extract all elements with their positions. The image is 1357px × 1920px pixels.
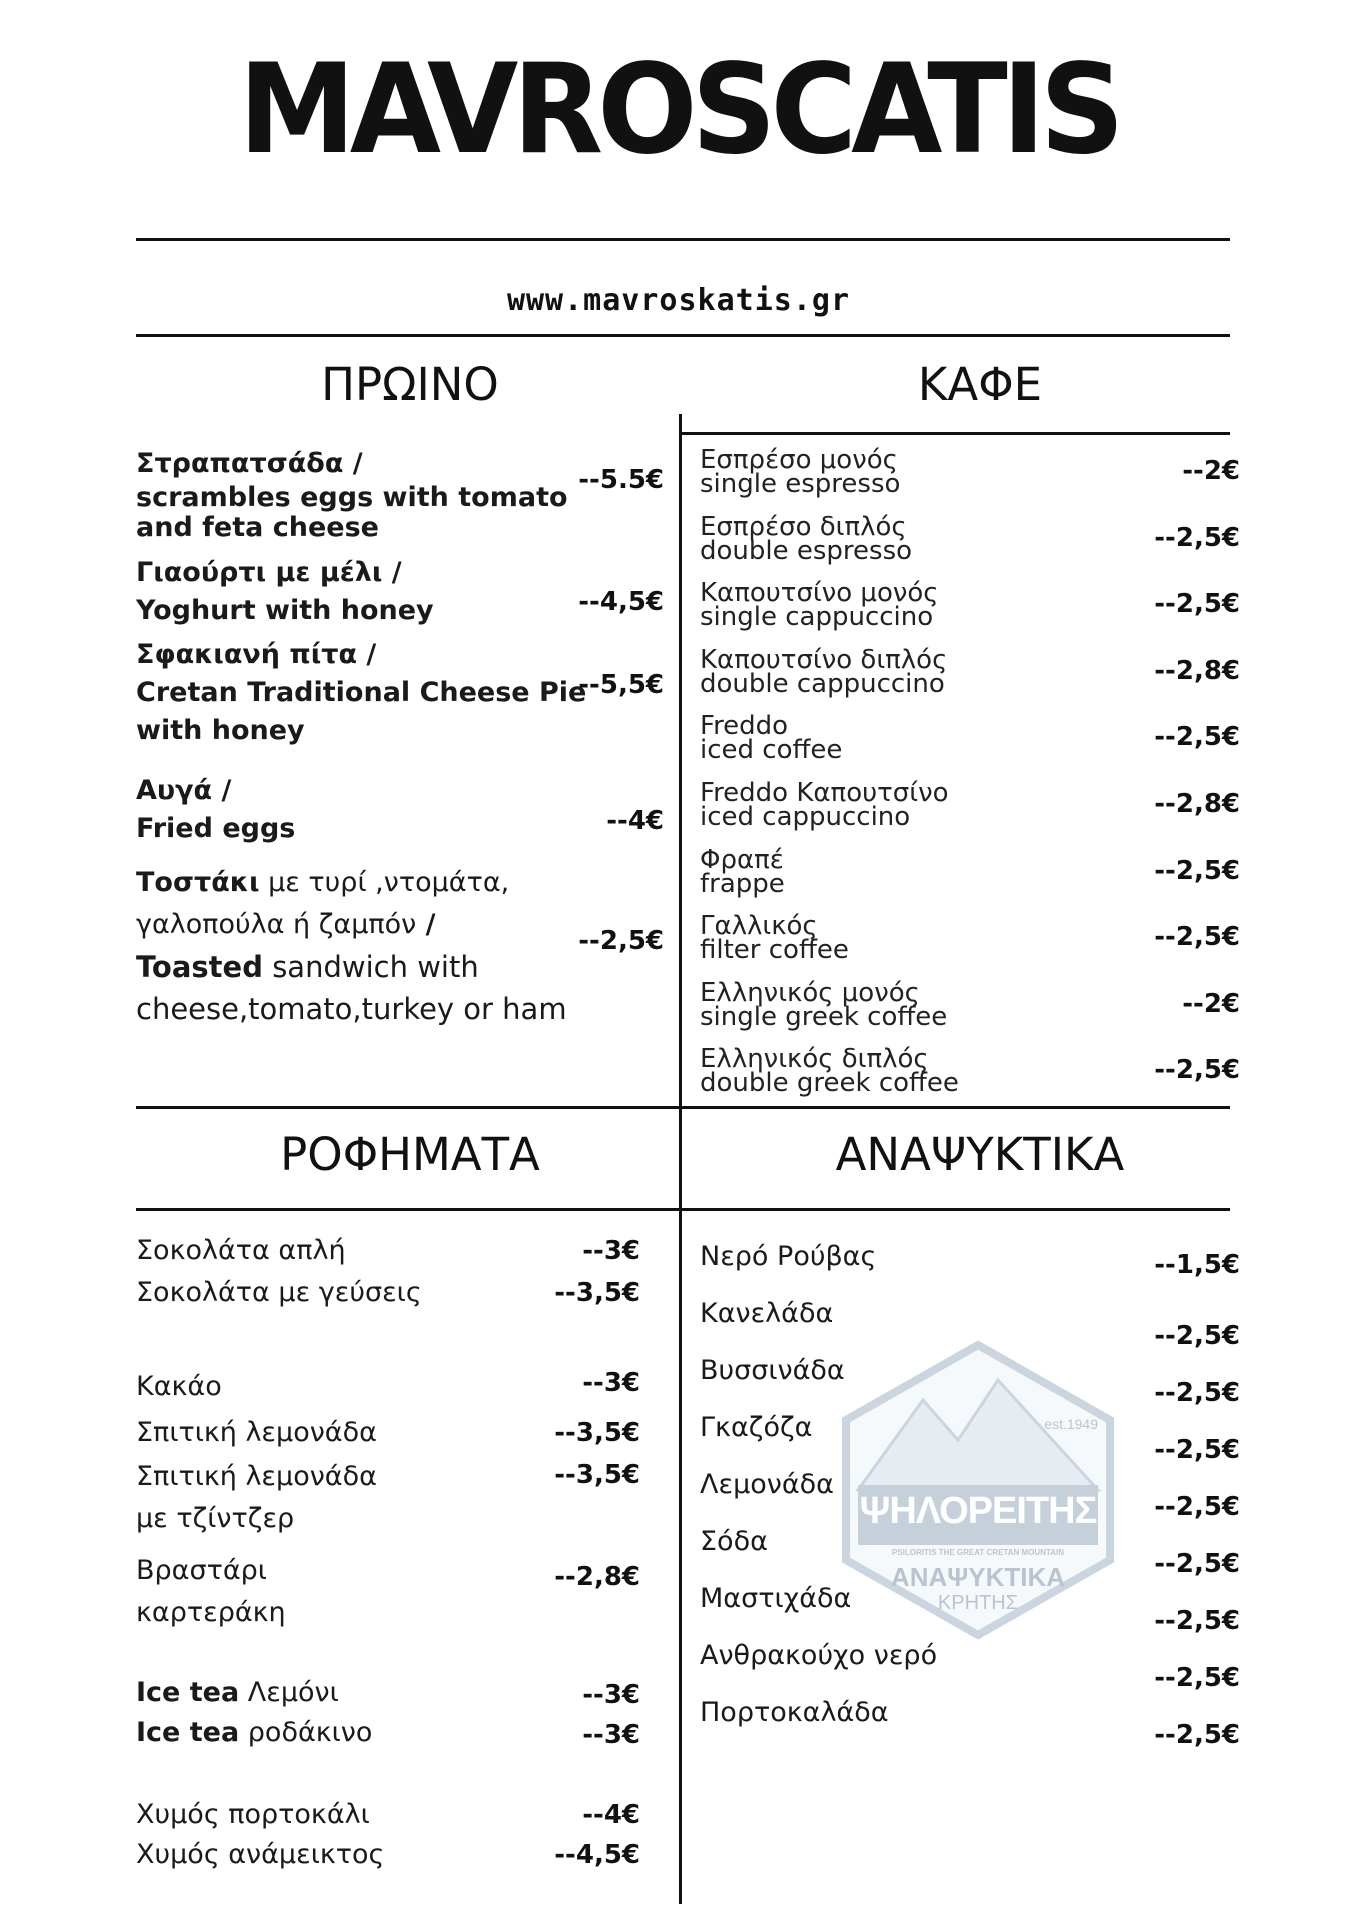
item-price: --5,5€ (578, 670, 664, 700)
list-item (700, 711, 843, 766)
list-item: Σπιτική λεμονάδα με τζίντζερ (136, 1461, 377, 1534)
list-item: Ice tea ροδάκινο (136, 1717, 373, 1748)
item-price: --2,5€ (1154, 855, 1240, 886)
item-name-en: double espresso (700, 535, 913, 566)
item-price: --1,5€ (1154, 1250, 1240, 1280)
divider-lower (136, 1208, 1230, 1211)
item-price: --2,5€ (1154, 1663, 1240, 1693)
section-title-proino: ΠΡΩΙΝΟ (321, 358, 499, 411)
divider-top (136, 238, 1230, 241)
list-item: Μαστιχάδα (700, 1583, 852, 1614)
list-item: Τοστάκι με τυρί ,ντομάτα, γαλοπούλα ή ζαμπόν / Toasted sandwich with cheese,tomato,turkey or ham (136, 867, 567, 1026)
list-item: Σόδα (700, 1526, 768, 1557)
item-name-gr: Ελληνικός μονός (700, 977, 920, 1008)
watermark-brand: ΨΗΛΟΡΕΙΤΗΣ (859, 1490, 1097, 1532)
item-name-en: iced coffee (700, 735, 843, 766)
item-price: --2,5€ (1154, 1435, 1240, 1465)
item-price: --3€ (582, 1236, 640, 1266)
item-name-en: frappe (700, 868, 785, 899)
item-price: --2,5€ (1154, 1549, 1240, 1579)
item-price: --2,5€ (578, 926, 664, 956)
list-item: Ανθρακούχο νερό (700, 1640, 938, 1671)
item-price: --2,5€ (1154, 1378, 1240, 1408)
item-name-en: filter coffee (700, 935, 849, 966)
item-name-gr: Ελληνικός διπλός (700, 1044, 929, 1075)
item-name-gr: Freddo (700, 711, 789, 742)
list-item (700, 778, 949, 832)
list-item (700, 511, 913, 566)
item-price: --3€ (582, 1680, 640, 1710)
item-price: --2,8€ (554, 1562, 640, 1592)
item-price: --4,5€ (554, 1840, 640, 1870)
list-item: Ice tea Λεμόνι (136, 1677, 339, 1708)
list-item: Γιαούρτι με μέλι / Yoghurt with honey (136, 557, 434, 626)
item-price: --2,5€ (1154, 1720, 1240, 1750)
list-item: Νερό Ρούβας (700, 1241, 877, 1272)
brand-logo: MAVROSCATIS (238, 36, 1119, 182)
list-item: Χυμός ανάμεικτος (136, 1839, 385, 1870)
item-price: --3€ (582, 1368, 640, 1398)
item-name-gr: Καπουτσίνο διπλός (700, 644, 948, 675)
watermark-line1: ΑΝΑΨΥΚΤΙΚΑ (890, 1562, 1066, 1592)
watermark-est: est.1949 (1044, 1416, 1098, 1432)
item-price: --2,5€ (1154, 1492, 1240, 1522)
item-name-gr: Γαλλικός (700, 911, 818, 942)
list-item: Σοκολάτα απλή (136, 1235, 346, 1266)
item-name-gr: Εσπρέσο διπλός (700, 511, 907, 542)
item-price: --5.5€ (578, 465, 664, 495)
list-item: Σφακιανή πίτα / Cretan Traditional Cheese Pie with honey (136, 639, 587, 746)
list-item (700, 644, 948, 699)
item-price: --2,5€ (1154, 522, 1240, 553)
item-price: --4,5€ (578, 587, 664, 617)
item-price: --2,8€ (1154, 789, 1240, 819)
item-price: --2,8€ (1154, 655, 1240, 686)
list-item (700, 977, 948, 1032)
list-item: Κανελάδα (700, 1298, 834, 1329)
list-item: Σοκολάτα με γεύσεις (136, 1277, 422, 1308)
list-item: Στραπατσάδα / scrambles eggs with tomato and feta cheese (136, 448, 568, 543)
divider-url (136, 334, 1230, 337)
list-item (700, 578, 939, 633)
item-price: --2,5€ (1154, 1321, 1240, 1351)
list-item: Λεμονάδα (700, 1469, 834, 1500)
list-item: Χυμός πορτοκάλι (136, 1799, 370, 1830)
watermark-line2: ΚΡΗΤΗΣ (937, 1592, 1019, 1614)
item-name-gr: Freddo Καπουτσίνο (700, 778, 949, 808)
divider-middle (136, 1106, 1230, 1109)
list-item (700, 844, 785, 899)
item-price: --3,5€ (554, 1278, 640, 1308)
list-item: Σπιτική λεμονάδα (136, 1417, 377, 1448)
section-title-kafe: ΚΑΦΕ (917, 358, 1043, 411)
item-price: --2,5€ (1154, 722, 1240, 753)
list-item: Πορτοκαλάδα (700, 1697, 889, 1728)
item-name-en: single cappuccino (700, 602, 934, 633)
watermark-tagline: PSILORITIS THE GREAT CRETAN MOUNTAIN (892, 1548, 1064, 1557)
item-price: --4€ (606, 806, 664, 836)
list-item: Γκαζόζα (700, 1412, 813, 1443)
item-price: --2,5€ (1154, 922, 1240, 953)
divider-vertical (679, 414, 682, 1904)
divider-kafe (680, 432, 1230, 435)
item-price: --2,5€ (1154, 1055, 1240, 1086)
item-name-en: single greek coffee (700, 1001, 948, 1032)
list-item: Αυγά / Fried eggs (136, 775, 296, 844)
item-name-en: double greek coffee (700, 1068, 959, 1099)
section-title-anapsyktika: ΑΝΑΨΥΚΤΙΚΑ (835, 1128, 1125, 1181)
item-price: --2,5€ (1154, 1606, 1240, 1636)
item-price: --4€ (582, 1800, 640, 1830)
item-name-en: single espresso (700, 469, 901, 499)
item-name-gr: Καπουτσίνο μονός (700, 578, 939, 609)
list-item: Βυσσινάδα (700, 1355, 845, 1386)
item-name-en: iced cappuccino (700, 802, 911, 832)
item-price: --3,5€ (554, 1418, 640, 1448)
list-item (700, 1044, 959, 1099)
list-item: Κακάο (136, 1371, 222, 1402)
list-item (700, 911, 849, 966)
item-name-gr: Εσπρέσο μονός (700, 445, 898, 475)
item-price: --2€ (1182, 988, 1240, 1019)
item-price: --2€ (1182, 456, 1240, 486)
section-title-rofimata: ΡΟΦΗΜΑΤΑ (280, 1128, 540, 1181)
item-name-gr: Φραπέ (700, 844, 784, 875)
list-item: Βραστάρι καρτεράκη (136, 1555, 286, 1628)
item-price: --3,5€ (554, 1460, 640, 1490)
website-url[interactable]: www.mavroskatis.gr (506, 283, 851, 318)
item-price: --3€ (582, 1720, 640, 1750)
list-item (700, 445, 901, 499)
item-name-en: double cappuccino (700, 668, 945, 699)
item-price: --2,5€ (1154, 589, 1240, 620)
psiloritis-watermark (828, 1340, 1128, 1640)
